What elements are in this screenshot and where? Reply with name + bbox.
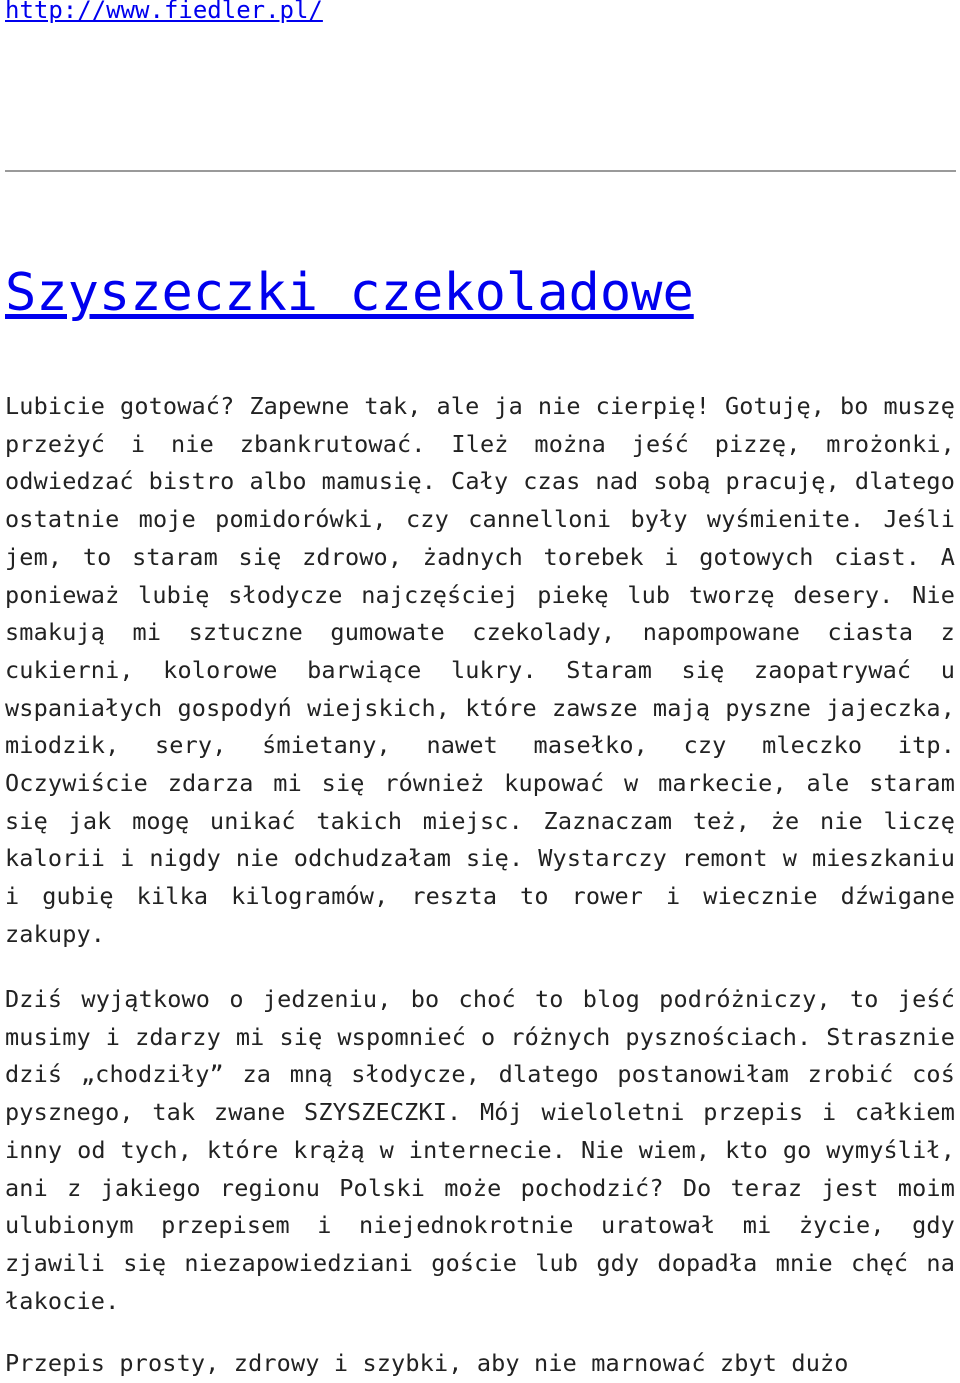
- article-paragraph-3: Przepis prosty, zdrowy i szybki, aby nie marnować zbyt dużo: [5, 1349, 849, 1377]
- header-divider: [5, 170, 956, 172]
- article-paragraph-1: Lubicie gotować? Zapewne tak, ale ja nie cierpię! Gotuję, bo muszę przeżyć i nie zbankrutować. Ileż można jeść pizzę, mrożonki, odwiedzać bistro albo mamusię. Cały czas nad sobą pracuję, dlatego ostatnie moje pomidorówki, czy cannelloni były wyśmienite. Jeśli jem, to staram się zdrowo, żadnych torebek i gotowych ciast. A ponieważ lubię słodycze najczęściej piekę lub tworzę desery. Nie smakują mi sztuczne gumowate czekolady, napompowane ciasta z cukierni, kolorowe barwiące lukry. Staram się zaopatrywać u wspaniałych gospodyń wiejskich, które zawsze mają pyszne jajeczka, miodzik, sery, śmietany, nawet masełko, czy mleczko itp. Oczywiście zdarza mi się również kupować w markecie, ale staram się jak mogę unikać takich miejsc. Zaznaczam też, że nie liczę kalorii i nigdy nie odchudzałam się. Wystarczy remont w mieszkaniu i gubię kilka kilogramów, reszta to rower i wiecznie dźwigane zakupy.: [5, 392, 955, 948]
- article-title-link[interactable]: Szyszeczki czekoladowe: [5, 263, 694, 323]
- source-url-link[interactable]: http://www.fiedler.pl/: [5, 0, 323, 24]
- article-paragraph-2: Dziś wyjątkowo o jedzeniu, bo choć to blog podróżniczy, to jeść musimy i zdarzy mi się wspomnieć o różnych pysznościach. Strasznie dziś „chodziły” za mną słodycze, dlatego postanowiłam zrobić coś pysznego, tak zwane SZYSZECZKI. Mój wieloletni przepis i całkiem inny od tych, które krążą w internecie. Nie wiem, kto go wymyślił, ani z jakiego regionu Polski może pochodzić? Do teraz jest moim ulubionym przepisem i niejednokrotnie uratował mi życie, gdy zjawili się niezapowiedziani goście lub gdy dopadła mnie chęć na łakocie.: [5, 985, 955, 1315]
